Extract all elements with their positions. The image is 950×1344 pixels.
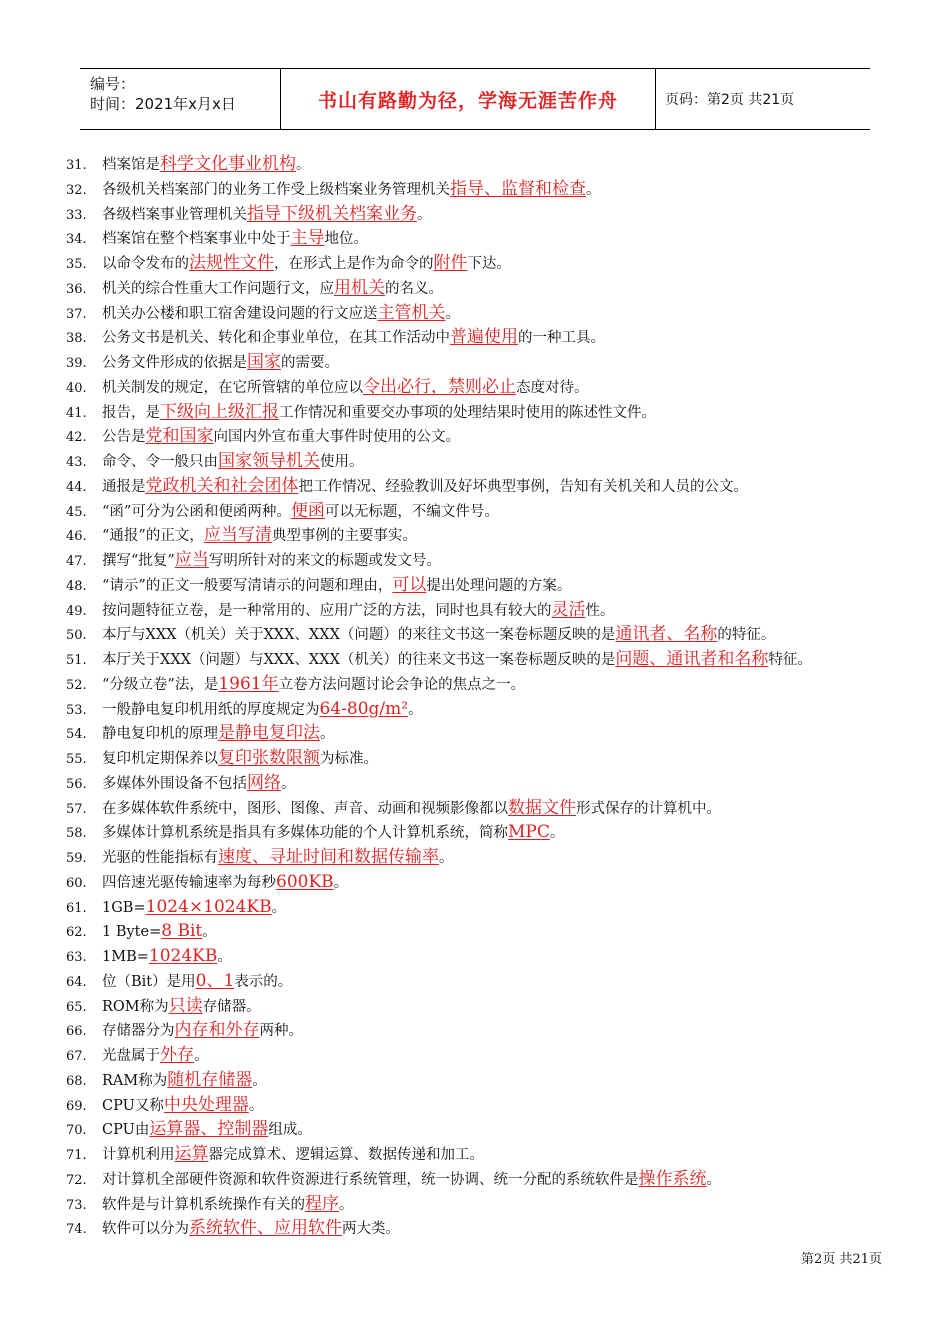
question-text: ，在形式上是作为命令的 (274, 256, 434, 272)
answer-text: 外存 (160, 1045, 194, 1065)
question-text: 提出处理问题的方案。 (426, 577, 572, 594)
answer-text: 数据文件 (508, 797, 576, 818)
answer-text: 64-80g/m² (319, 698, 409, 719)
question-text: RAM称为 (102, 1072, 168, 1089)
question-text: 把工作情况、经验教训及好坏典型事例，告知有关机关和人员的公文。 (298, 478, 748, 495)
question-text: 对计算机全部硬件资源和软件资源进行系统管理，统一协调、统一分配的系统软件是 (102, 1171, 639, 1188)
question-text: 以命令发布的 (102, 256, 189, 272)
question-number: 68. (66, 1073, 87, 1089)
answer-text: 运算器、控制器 (149, 1119, 269, 1140)
question-text: 多媒体计算机系统是指具有多媒体功能的个人计算机系统，简称 (102, 825, 508, 842)
question-number: 37. (66, 306, 87, 322)
question-text: “分级立卷”法，是 (102, 676, 219, 693)
question-text: 。 (252, 1072, 267, 1089)
question-text: 公务文件形成的依据是 (102, 355, 247, 371)
answer-text: 可以 (392, 574, 427, 595)
question-number: 47. (66, 554, 87, 569)
answer-text: 应当写清 (203, 525, 272, 546)
question-number: 62. (66, 925, 87, 941)
question-number: 50. (66, 628, 87, 644)
question-item (66, 573, 886, 598)
question-text: 地位。 (324, 231, 368, 248)
question-text: 的名义。 (385, 280, 443, 297)
answer-text: 1024×1024KB (145, 896, 272, 917)
answer-text: 党和国家 (145, 426, 214, 447)
header-meta (80, 69, 280, 129)
question-text: 。 (281, 775, 296, 792)
question-number: 46. (66, 529, 87, 545)
answer-text: 只读 (168, 995, 203, 1016)
question-item (66, 301, 886, 326)
answer-text: 灵活 (551, 599, 586, 620)
question-item (66, 647, 886, 672)
question-text: 组成。 (268, 1122, 312, 1139)
question-text: 使用。 (320, 454, 364, 470)
question-text: ROM称为 (102, 998, 169, 1015)
question-item (66, 721, 886, 746)
question-text: 的需要。 (281, 355, 339, 371)
answer-text: MPC (508, 822, 550, 843)
question-item (66, 1093, 886, 1118)
question-item (66, 870, 886, 895)
question-text: 1GB= (102, 899, 146, 916)
answer-text: 1024KB (148, 946, 218, 966)
question-text: 。 (217, 949, 232, 965)
answer-text: 便函 (290, 500, 325, 521)
question-number: 60. (66, 875, 87, 891)
answer-text: 程序 (305, 1193, 339, 1214)
question-number: 63. (66, 950, 87, 965)
question-number: 59. (66, 851, 87, 866)
question-number: 71. (66, 1148, 87, 1163)
question-text: 工作情况和重要交办事项的处理结果时使用的陈述性文件。 (279, 404, 656, 421)
answer-text: 问题、通讯者和名称 (615, 649, 769, 669)
question-text: 软件是与计算机系统操作有关的 (102, 1196, 305, 1213)
question-item (66, 845, 886, 870)
question-number: 56. (66, 776, 87, 792)
question-text: 。 (333, 874, 349, 891)
question-item (66, 499, 886, 524)
answer-text: 法规性文件 (189, 253, 274, 273)
question-item (66, 697, 886, 722)
question-item (66, 771, 886, 796)
question-number: 73. (66, 1197, 87, 1213)
question-text: 在多媒体软件系统中，图形、图像、声音、动画和视频影像都以 (102, 800, 508, 817)
question-text: 。 (194, 1048, 209, 1064)
question-text: 档案馆是 (102, 157, 160, 173)
answer-text: 网络 (247, 772, 281, 793)
question-item (66, 375, 886, 400)
question-text: “请示”的正文一般要写清请示的问题和理由， (102, 577, 393, 594)
question-text: 机关的综合性重大工作问题行文，应 (102, 280, 334, 297)
question-text: 位（Bit）是用 (102, 973, 196, 990)
question-text: 。 (339, 1196, 354, 1213)
question-text: 公务文书是机关、转化和企事业单位，在其工作活动中 (102, 330, 450, 347)
question-text: 的特征。 (717, 627, 776, 644)
question-item (66, 474, 886, 499)
question-text: 形式保存的计算机中。 (576, 800, 721, 817)
question-item (66, 523, 886, 548)
question-number: 40. (66, 380, 87, 396)
question-text: 。 (549, 825, 565, 842)
question-item (66, 994, 886, 1019)
answer-text: 令出必行，禁则必止 (363, 376, 516, 397)
question-text: 机关办公楼和职工宿舍建设问题的行文应送 (102, 305, 378, 322)
question-item (66, 944, 886, 969)
header-motto-cell (280, 69, 656, 129)
question-number: 36. (66, 281, 87, 297)
question-text: 特征。 (768, 652, 812, 668)
question-item (66, 152, 886, 177)
question-number: 64. (66, 974, 87, 990)
question-text: 1MB= (102, 949, 149, 965)
answer-text: 8 Bit (161, 921, 203, 942)
answer-text: 操作系统 (638, 1168, 707, 1189)
question-text: 两大类。 (342, 1221, 400, 1238)
question-text: 器完成算术、逻辑运算、数据传递和加工。 (208, 1147, 484, 1163)
answer-text: 国家领导机关 (218, 451, 320, 471)
answer-text: 系统软件、应用软件 (189, 1218, 342, 1239)
question-text: CPU由 (102, 1122, 150, 1139)
question-number: 45. (66, 504, 87, 520)
question-item (66, 226, 886, 251)
question-number: 42. (66, 430, 87, 446)
question-number: 44. (66, 479, 87, 495)
question-text: 。 (271, 899, 287, 916)
question-text: 软件可以分为 (102, 1221, 189, 1238)
question-item (66, 919, 886, 944)
question-text: “函”可分为公函和便函两种。 (102, 503, 291, 520)
question-number: 65. (66, 999, 87, 1015)
question-text: 报告，是 (102, 404, 160, 421)
question-item (66, 796, 886, 821)
answer-text: 应当 (174, 550, 209, 570)
question-number: 38. (66, 331, 87, 347)
question-text: CPU又称 (102, 1097, 164, 1114)
answer-text: 随机存储器 (167, 1069, 253, 1090)
answer-text: 指导下级机关档案业务 (247, 203, 417, 224)
code-label: 编号： (90, 75, 136, 93)
question-item (66, 895, 886, 920)
question-text: 立卷方法问题讨论会争论的焦点之一。 (278, 676, 526, 693)
question-number: 49. (66, 603, 87, 619)
question-number: 32. (66, 182, 87, 198)
question-number: 67. (66, 1049, 87, 1064)
question-number: 70. (66, 1123, 87, 1139)
question-number: 43. (66, 455, 87, 470)
question-text: 。 (445, 305, 460, 322)
question-text: 。 (320, 726, 335, 743)
question-text: 存储器分为 (102, 1023, 175, 1040)
question-text: 机关制发的规定，在它所管辖的单位应以 (102, 379, 363, 396)
answer-text: 速度、寻址时间和数据传输率 (218, 847, 439, 867)
question-text: 向国内外宣布重大事件时使用的公文。 (213, 429, 460, 446)
answer-text: 0、1 (195, 970, 235, 991)
question-text: 的一种工具。 (518, 330, 605, 347)
question-number: 41. (66, 405, 87, 421)
question-item (66, 400, 886, 425)
question-item (66, 325, 886, 350)
question-text: 。 (296, 157, 311, 173)
page-footer: 第2页 共21页 (801, 1252, 882, 1267)
answer-text: 普遍使用 (450, 327, 518, 348)
question-text: 。 (706, 1171, 721, 1188)
question-text: 档案馆在整个档案事业中处于 (102, 231, 291, 248)
question-text: 两种。 (259, 1023, 303, 1040)
question-item (66, 1018, 886, 1043)
question-text: 1 Byte= (102, 924, 162, 941)
answer-text: 主导 (290, 228, 325, 249)
date-label: 时间：2021年x月x日 (90, 95, 236, 113)
page-info: 页码：第2页 共21页 (665, 92, 795, 108)
question-number: 33. (66, 207, 87, 223)
question-text: 公告是 (102, 429, 146, 446)
question-number: 58. (66, 826, 87, 842)
question-item (66, 820, 886, 845)
question-number: 55. (66, 752, 87, 767)
question-text: 性。 (585, 602, 615, 619)
question-item (66, 251, 886, 276)
question-item (66, 276, 886, 301)
question-text: 表示的。 (234, 973, 293, 990)
question-item (66, 1192, 886, 1217)
answer-text: 科学文化事业机构 (160, 154, 296, 174)
question-item (66, 424, 886, 449)
answer-text: 内存和外存 (174, 1020, 260, 1041)
question-number: 69. (66, 1098, 87, 1114)
question-text: 。 (202, 924, 217, 941)
question-number: 54. (66, 727, 87, 743)
question-item (66, 746, 886, 771)
answer-text: 600KB (276, 871, 334, 892)
question-text: “通报”的正文， (102, 528, 204, 545)
answer-text: 1961年 (218, 673, 279, 694)
question-text: 四倍速光驱传输速率为每秒 (102, 874, 276, 891)
question-number: 39. (66, 356, 87, 371)
question-number: 53. (66, 702, 87, 718)
question-text: 可以无标题，不编文件号。 (324, 503, 499, 520)
question-item (66, 350, 886, 375)
question-text: 。 (586, 181, 601, 198)
question-text: 各级档案事业管理机关 (102, 206, 247, 223)
question-item (66, 598, 886, 623)
question-number: 31. (66, 158, 87, 173)
question-number: 35. (66, 257, 87, 272)
question-number: 66. (66, 1024, 87, 1040)
answer-text: 下级向上级汇报 (160, 401, 279, 422)
question-text: 为标准。 (320, 751, 378, 767)
question-item (66, 1043, 886, 1068)
question-text: 各级机关档案部门的业务工作受上级档案业务管理机关 (102, 181, 450, 198)
question-item (66, 202, 886, 227)
question-item (66, 1167, 886, 1192)
question-item (66, 1068, 886, 1093)
question-number: 48. (66, 578, 87, 594)
question-text: 多媒体外围设备不包括 (102, 775, 247, 792)
question-text: 。 (439, 850, 454, 866)
question-item (66, 672, 886, 697)
question-text: 复印机定期保养以 (102, 751, 218, 767)
question-text: 计算机利用 (102, 1147, 175, 1163)
question-item (66, 548, 886, 573)
question-number: 61. (66, 900, 87, 916)
answer-text: 是静电复印法 (218, 723, 320, 744)
question-text: 光盘属于 (102, 1048, 160, 1064)
question-text: 。 (417, 206, 432, 223)
question-text: 。 (408, 701, 423, 718)
question-number: 34. (66, 232, 87, 248)
question-text: 通报是 (102, 478, 146, 495)
question-item (66, 1216, 886, 1241)
answer-text: 指导、监督和检查 (450, 178, 586, 199)
answer-text: 通讯者、名称 (615, 624, 718, 645)
answer-text: 用机关 (334, 277, 385, 298)
question-text: 一般静电复印机用纸的厚度规定为 (102, 701, 320, 718)
question-text: 本厅关于XXX（问题）与XXX、XXX（机关）的往来文书这一案卷标题反映的是 (102, 652, 616, 668)
question-list (66, 152, 886, 1241)
answer-text: 中央处理器 (163, 1094, 249, 1115)
question-text: 光驱的性能指标有 (102, 850, 218, 866)
question-item (66, 969, 886, 994)
question-text: 存储器。 (202, 998, 261, 1015)
question-text: 典型事例的主要事实。 (271, 528, 417, 545)
question-text: 本厅与XXX（机关）关于XXX、XXX（问题）的来往文书这一案卷标题反映的是 (102, 627, 616, 644)
answer-text: 主管机关 (377, 302, 446, 323)
page-header (80, 68, 870, 130)
answer-text: 附件 (433, 253, 468, 273)
question-text: 撰写“批复” (102, 553, 175, 569)
question-text: 命令、令一般只由 (102, 454, 218, 470)
question-text: 。 (248, 1097, 264, 1114)
question-text: 下达。 (467, 256, 511, 272)
question-item (66, 177, 886, 202)
question-number: 74. (66, 1222, 87, 1238)
question-item (66, 449, 886, 474)
question-number: 57. (66, 801, 87, 817)
question-item (66, 1117, 886, 1142)
question-number: 72. (66, 1172, 87, 1188)
answer-text: 运算 (174, 1144, 209, 1164)
answer-text: 复印张数限额 (218, 748, 320, 768)
question-number: 51. (66, 653, 87, 668)
answer-text: 国家 (247, 352, 281, 372)
question-item (66, 1142, 886, 1167)
question-text: 写明所针对的来文的标题或发文号。 (208, 553, 441, 569)
answer-text: 党政机关和社会团体 (145, 475, 299, 496)
motto: 书山有路勤为径，学海无涯苦作舟 (317, 89, 618, 112)
question-text: 态度对待。 (516, 379, 589, 396)
question-text: 静电复印机的原理 (102, 726, 218, 743)
question-item (66, 622, 886, 647)
question-text: 按问题特征立卷，是一种常用的、应用广泛的方法，同时也具有较大的 (102, 602, 552, 619)
question-number: 52. (66, 677, 87, 693)
